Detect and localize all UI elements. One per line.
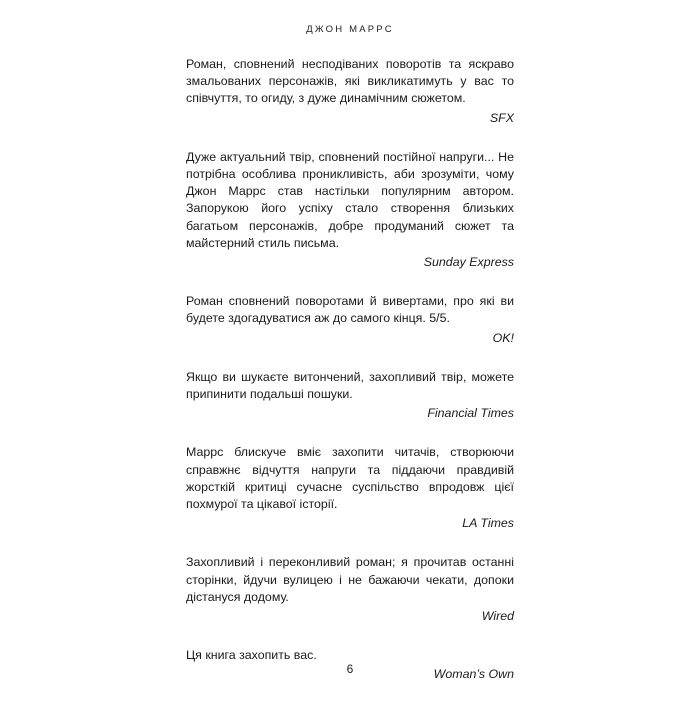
review-source: Woman’s Own: [433, 667, 514, 682]
review-quote: Ця книга захопить вас.: [186, 648, 317, 663]
review-quote: Роман, сповнений несподіваних поворотів та яскраво змальованих персонажів, які викликатимуть у вас то співчуття, то огиду, з дуже динамічним сюжетом.: [186, 57, 514, 106]
review-source: LA Times: [462, 516, 514, 531]
review-quote: Роман сповнений поворотами й вивертами, про які ви будете здогадуватися аж до самого кінця. 5/5.: [186, 294, 514, 326]
review-source: OK!: [492, 330, 514, 345]
review-quote: Якщо ви шукаєте витончений, захопливий твір, можете припинити подальші пошуки.: [186, 369, 514, 402]
review-source: Sunday Express: [423, 255, 514, 270]
review-block: [186, 369, 514, 423]
page-number: 6: [346, 662, 354, 676]
reviews-column: [186, 56, 514, 706]
review-source: Financial Times: [427, 406, 514, 421]
review-quote: Маррс блискуче вміє захопити читачів, створюючи справжнє відчуття напруги та піддаючи правдивій жорсткій критиці сучасне суспільство впродовж цієї похмурої та цікавої історії.: [186, 445, 514, 512]
review-block: [186, 56, 514, 127]
review-source: SFX: [489, 110, 514, 125]
review-quote: Захопливий і переконливий роман; я прочитав останні сторінки, йдучи вулицею і не бажаючи чекати, допоки дістануся додому.: [186, 555, 514, 604]
review-quote: Дуже актуальний твір, сповнений постійної напруги... Не потрібна особлива проникливість, аби зрозуміти, чому Джон Маррс став настільки популярним автором. Запорукою його успіху стало створення близьких багатьом персонажів, добре продуманий сюжет та майстерний стиль письма.: [186, 149, 514, 250]
review-block: [186, 293, 514, 347]
running-header: ДЖОН МАРРС: [306, 24, 394, 35]
review-block: [186, 554, 514, 625]
review-source: Wired: [481, 609, 514, 624]
review-block: [186, 149, 514, 271]
review-block: [186, 444, 514, 532]
